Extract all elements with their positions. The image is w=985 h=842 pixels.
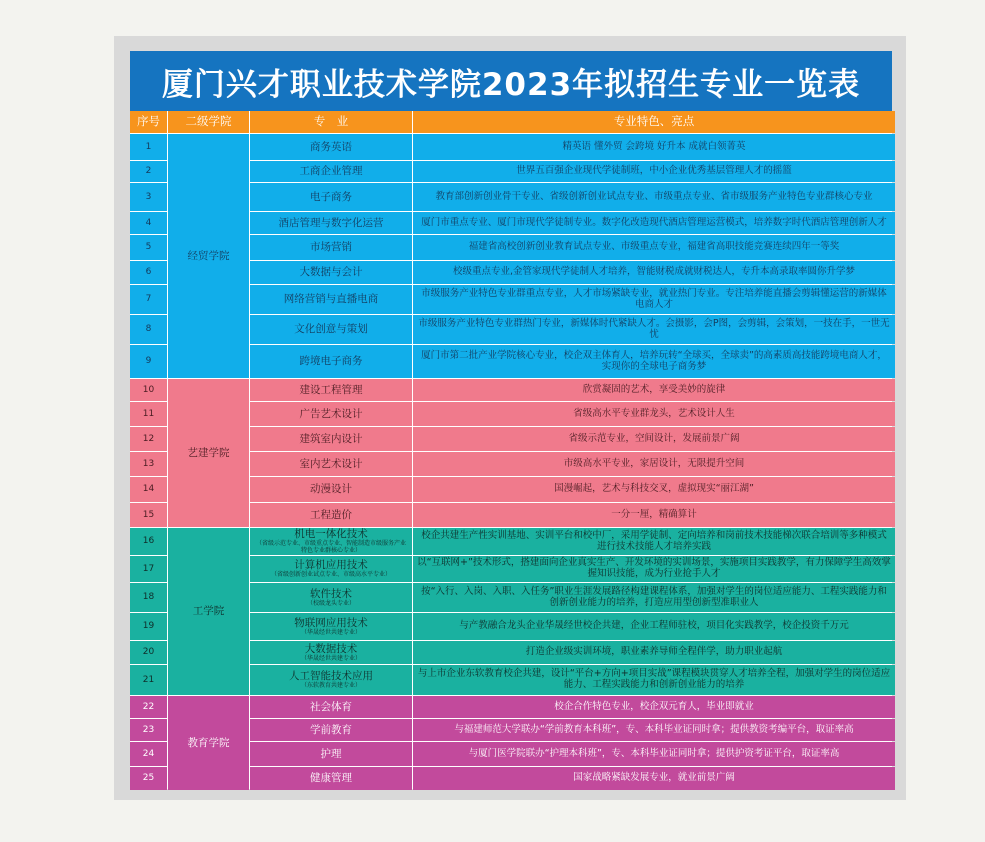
header-feature: 专业特色、亮点 <box>413 111 895 133</box>
row-feature: 市级服务产业特色专业群重点专业，人才市场紧缺专业，就业热门专业。专注培养能直播会剪辑懂运营的新媒体电商人才 <box>413 285 895 314</box>
row-major <box>250 235 412 260</box>
major-name: 社会体育 <box>310 700 352 713</box>
enrollment-sheet <box>130 51 892 789</box>
major-name: 市场营销 <box>310 241 352 254</box>
major-note: （华晟经世共建专业） <box>300 628 361 636</box>
row-major <box>250 641 412 664</box>
row-index: 9 <box>130 345 167 378</box>
row-feature: 校企共建生产性实训基地、实训平台和校中厂，采用学徒制、定向培养和岗前技术技能梯次联合培训等多种模式进行技术技能人才培养实践 <box>413 528 895 555</box>
major-name: 电子商务 <box>310 190 352 203</box>
row-major <box>250 528 412 555</box>
major-name: 网络营销与直播电商 <box>283 293 379 306</box>
row-feature: 欣赏凝固的艺术，享受美妙的旋律 <box>413 379 895 401</box>
row-feature: 一分一厘，精确算计 <box>413 503 895 527</box>
college-engineering-name: 工学院 <box>168 528 249 695</box>
major-name: 人工智能技术应用 <box>289 670 373 683</box>
major-name: 软件技术 <box>310 587 352 600</box>
row-major <box>250 183 412 211</box>
row-major <box>250 477 412 502</box>
row-feature: 国漫崛起，艺术与科技交叉，虚拟现实“丽江湖” <box>413 477 895 502</box>
row-index: 19 <box>130 613 167 640</box>
row-feature: 与福建师范大学联办“学前教育本科班”，专、本科毕业证同时拿；提供教资考编平台，取证率高 <box>413 719 895 741</box>
row-feature: 精英语 懂外贸 会跨境 好升本 成就白领菁英 <box>413 134 895 160</box>
row-major <box>250 452 412 476</box>
row-index: 11 <box>130 402 167 426</box>
major-name: 文化创意与策划 <box>294 323 368 336</box>
row-feature: 世界五百强企业现代学徒制班，中小企业优秀基层管理人才的摇篮 <box>413 161 895 182</box>
row-feature: 省级示范专业，空间设计，发展前景广阔 <box>413 427 895 451</box>
major-name: 工程造价 <box>310 508 352 521</box>
major-name: 物联网应用技术 <box>294 616 368 629</box>
major-note: （校级龙头专业） <box>306 599 355 607</box>
row-major <box>250 583 412 612</box>
row-major <box>250 665 412 695</box>
major-name: 建设工程管理 <box>299 383 363 396</box>
row-index: 14 <box>130 477 167 502</box>
major-name: 大数据与会计 <box>299 266 363 279</box>
row-feature: 市级服务产业特色专业群热门专业，新媒体时代紧缺人才。会摄影，会P图，会剪辑，会策划，一技在手，一世无忧 <box>413 315 895 344</box>
row-feature: 按“入行、入岗、入职、入任务”职业生涯发展路径构建课程体系，加强对学生的岗位适应能力、工程实践能力和创新创业能力的培养，打造应用型创新型准职业人 <box>413 583 895 612</box>
major-name: 大数据技术 <box>304 642 358 655</box>
row-major <box>250 315 412 344</box>
row-index: 5 <box>130 235 167 260</box>
major-name: 护理 <box>320 747 342 760</box>
major-note: （省级创新创业试点专业、市级高水平专业） <box>270 571 391 579</box>
row-feature: 校企合作特色专业，校企双元育人，毕业即就业 <box>413 696 895 718</box>
row-feature: 与厦门医学院联办“护理本科班”，专、本科毕业证同时拿；提供护资考证平台，取证率高 <box>413 742 895 766</box>
row-index: 3 <box>130 183 167 211</box>
row-major <box>250 613 412 640</box>
major-name: 学前教育 <box>310 723 352 736</box>
major-name: 室内艺术设计 <box>299 457 363 470</box>
row-feature: 打造企业级实训环境，职业素养导师全程伴学，助力职业起航 <box>413 641 895 664</box>
major-name: 计算机应用技术 <box>294 559 368 572</box>
row-major <box>250 742 412 766</box>
row-feature: 教育部创新创业骨干专业、省级创新创业试点专业、市级重点专业、省市级服务产业特色专业群核心专业 <box>413 183 895 211</box>
row-major <box>250 402 412 426</box>
major-name: 工商企业管理 <box>299 165 363 178</box>
row-index: 17 <box>130 556 167 582</box>
college-art-name: 艺建学院 <box>168 379 249 527</box>
row-feature: 市级高水平专业，家居设计，无限提升空间 <box>413 452 895 476</box>
row-major <box>250 767 412 790</box>
row-feature: 省级高水平专业群龙头，艺术设计人生 <box>413 402 895 426</box>
row-major <box>250 212 412 234</box>
majors-table <box>130 111 892 789</box>
row-feature: 与产教融合龙头企业华晟经世校企共建，企业工程师驻校，项目化实践教学，校企投资千万元 <box>413 613 895 640</box>
row-major <box>250 379 412 401</box>
major-name: 跨境电子商务 <box>299 355 363 368</box>
major-note: （华晟经世共建专业） <box>300 654 361 662</box>
row-index: 2 <box>130 161 167 182</box>
row-major <box>250 427 412 451</box>
major-name: 商务英语 <box>310 140 352 153</box>
major-note: （东软教育共建专业） <box>300 682 361 690</box>
major-note: （省级示范专业、市级重点专业、智能制造市级服务产业特色专业群核心专业） <box>255 540 406 555</box>
row-index: 16 <box>130 528 167 555</box>
row-feature: 厦门市第二批产业学院核心专业，校企双主体育人，培养玩转“全球买，全球卖”的高素质高技能跨境电商人才，实现你的全球电子商务梦 <box>413 345 895 378</box>
row-feature: 福建省高校创新创业教育试点专业、市级重点专业，福建省高职技能竞赛连续四年一等奖 <box>413 235 895 260</box>
row-major <box>250 503 412 527</box>
row-index: 10 <box>130 379 167 401</box>
row-index: 20 <box>130 641 167 664</box>
header-college: 二级学院 <box>168 111 249 133</box>
row-major <box>250 719 412 741</box>
row-index: 24 <box>130 742 167 766</box>
major-name: 酒店管理与数字化运营 <box>278 216 384 229</box>
row-feature: 厦门市重点专业、厦门市现代学徒制专业。数字化改造现代酒店管理运营模式，培养数字时代酒店管理创新人才 <box>413 212 895 234</box>
major-name: 健康管理 <box>310 772 352 785</box>
row-index: 4 <box>130 212 167 234</box>
row-index: 21 <box>130 665 167 695</box>
row-major <box>250 134 412 160</box>
major-name: 动漫设计 <box>310 483 352 496</box>
row-feature: 国家战略紧缺发展专业，就业前景广阔 <box>413 767 895 790</box>
row-index: 7 <box>130 285 167 314</box>
row-index: 22 <box>130 696 167 718</box>
row-index: 1 <box>130 134 167 160</box>
row-major <box>250 696 412 718</box>
row-index: 23 <box>130 719 167 741</box>
row-index: 12 <box>130 427 167 451</box>
row-major <box>250 285 412 314</box>
major-name: 机电一体化技术 <box>294 528 368 541</box>
college-education-name: 教育学院 <box>168 696 249 790</box>
college-trade-name: 经贸学院 <box>168 134 249 378</box>
row-index: 13 <box>130 452 167 476</box>
row-major <box>250 161 412 182</box>
row-index: 6 <box>130 261 167 284</box>
row-index: 25 <box>130 767 167 790</box>
major-name: 建筑室内设计 <box>299 432 363 445</box>
row-feature: 以“互联网+”技术形式，搭建面向企业真实生产、开发环境的实训场景，实施项目实践教学，有力保障学生高效掌握知识技能，成为行业抢手人才 <box>413 556 895 582</box>
header-index: 序号 <box>130 111 167 133</box>
row-index: 18 <box>130 583 167 612</box>
row-feature: 与上市企业东软教育校企共建，设计“平台+方向+项目实战”课程模块贯穿人才培养全程，加强对学生的岗位适应能力、工程实践能力和创新创业能力的培养 <box>413 665 895 695</box>
row-major <box>250 261 412 284</box>
header-major: 专 业 <box>250 111 412 133</box>
row-feature: 校级重点专业,金管家现代学徒制人才培养，智能财税成就财税达人，专升本高录取率圆你升学梦 <box>413 261 895 284</box>
row-index: 15 <box>130 503 167 527</box>
row-index: 8 <box>130 315 167 344</box>
page-title: 厦门兴才职业技术学院2023年拟招生专业一览表 <box>130 51 892 111</box>
row-major <box>250 345 412 378</box>
major-name: 广告艺术设计 <box>299 407 363 420</box>
row-major <box>250 556 412 582</box>
